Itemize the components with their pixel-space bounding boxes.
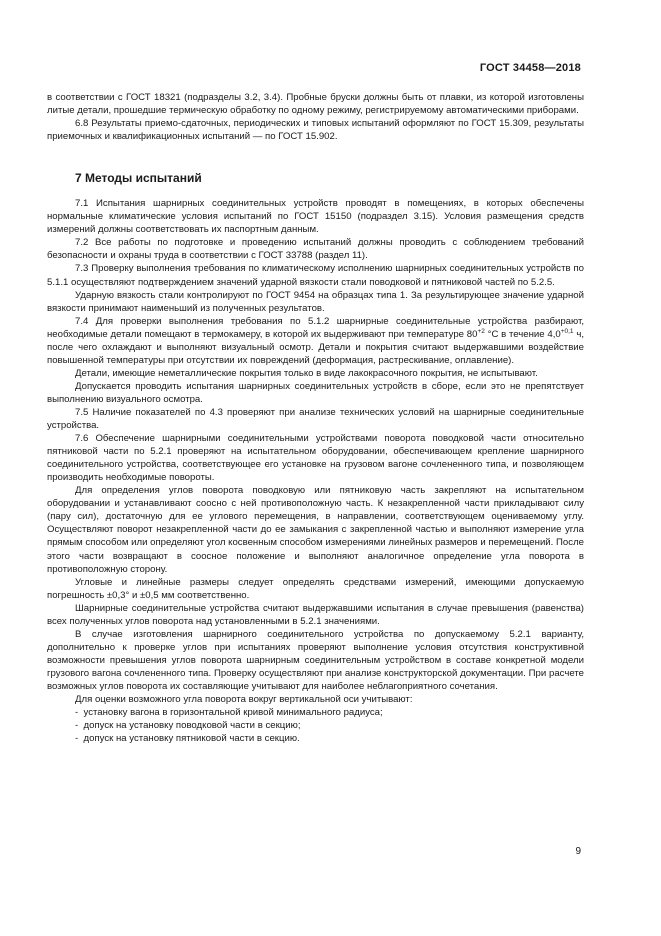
p74-text-after: ч, после чего охлаждают и выполняют визуальный осмотр. Детали и покрытия считают выдержавшими воздействие повышенной температуры при отсутствии их повреждений (деформация, растрескивание, оплавление). (47, 328, 584, 366)
p74-text-middle: °С в течение 4,0 (484, 328, 561, 340)
list-item: - допуск на установку пятниковой части в секцию. (75, 733, 300, 745)
document-header: ГОСТ 34458—2018 (479, 62, 581, 74)
paragraph-6-8: 6.8 Результаты приемо-сдаточных, периодических и типовых испытаний оформляют по ГОСТ 15.309, результаты приемочных и квалификационных испытаний — по ГОСТ 15.902. (47, 118, 584, 143)
paragraph-7-3: 7.3 Проверку выполнения требования по климатическому исполнению шарнирных соединительных устройств по 5.1.1 осуществляют подтверждением значений ударной вязкости стали поводковой и пятниковой частей по 5.2.5. (47, 263, 584, 288)
section-title: 7 Методы испытаний (75, 171, 202, 186)
page-number: 9 (575, 846, 581, 857)
list-item: - установку вагона в горизонтальной кривой минимального радиуса; (75, 707, 383, 719)
paragraph-variant-check: В случае изготовления шарнирного соединительного устройства по допускаемому 5.2.1 варианту, дополнительно к проверке углов при испытаниях проверяют выполнение условия отсутствия конструктивной возможности превышения углов поворота шарнирным соединительным устройством в составе конкретной модели грузового вагона сочлененного типа. Проверку осуществляют при анализе конструкторской документации. При расчете возможных углов поворота их составляющие учитывают для наиболее неблагоприятного сочетания. (47, 628, 584, 692)
paragraph-angle-determination: Для определения углов поворота поводковую или пятниковую часть закрепляют на испытательном оборудовании и устанавливают соосно с ней противоположную часть. К незакрепленной части прикладывают силу (пару сил), достаточную для ее углового перемещения, в направлении, соответствующем оцениваемому углу. Осуществляют поворот незакрепленной части до ее замыкания с закрепленной частью и выполняют измерение угла прямым способом или определяют угол косвенным способом измерениями линейных размеров и перемещений. После этого части возвращают в соосное положение и выполняют аналогичное определение угла поворота в противоположную сторону. (47, 485, 584, 575)
temperature-tolerance: +2 (477, 327, 485, 335)
paragraph-coatings: Детали, имеющие неметаллические покрытия только в виде лакокрасочного покрытия, не испытывают. (75, 367, 538, 379)
paragraph-assembly-tests: Допускается проводить испытания шарнирных соединительных устройств в сборе, если это не препятствует выполнению визуального осмотра. (47, 380, 584, 405)
paragraph-7-5: 7.5 Наличие показателей по 4.3 проверяют при анализе технических условий на шарнирные соединительные устройства. (47, 406, 584, 432)
paragraph-pass-criteria: Шарнирные соединительные устройства считают выдержавшими испытания в случае превышения (равенства) всех полученных углов поворота над установленными в 5.2.1 значениями. (47, 602, 584, 627)
paragraph-impact-strength: Ударную вязкость стали контролируют по ГОСТ 9454 на образцах типа 1. За результирующее значение ударной вязкости принимают наименьший из полученных результатов. (47, 289, 584, 314)
p74-text-before: 7.4 Для проверки выполнения требования по 5.1.2 шарнирные соединительные устройства разбирают, необходимые детали помещают в термокамеру, в которой их выдерживают при температуре 80 (47, 315, 584, 340)
paragraph-continuation: в соответствии с ГОСТ 18321 (подразделы 3.2, 3.4). Пробные бруски должны быть от плавки, из которой изготовлены литые детали, прошедшие термическую обработку по одному режиму, регистрируемому автоматическими приборами. (47, 92, 584, 117)
paragraph-7-6: 7.6 Обеспечение шарнирными соединительными устройствами поворота поводковой части относительно пятниковой части по 5.2.1 проверяют на испытательном оборудовании, обеспечивающем крепление шарнирного соединительного устройства, соответствующее его установке на грузовом вагоне сочлененного типа, и позволяющем производить необходимые повороты. (47, 433, 584, 484)
paragraph-7-2: 7.2 Все работы по подготовке и проведению испытаний должны проводить с соблюдением требований безопасности и охраны труда в соответствии с ГОСТ 33788 (раздел 11). (47, 237, 584, 262)
paragraph-list-intro: Для оценки возможного угла поворота вокруг вертикальной оси учитывают: (75, 694, 413, 706)
paragraph-7-4 (47, 315, 584, 367)
list-item: - допуск на установку поводковой части в секцию; (75, 720, 301, 732)
paragraph-7-1: 7.1 Испытания шарнирных соединительных устройств проводят в помещениях, в которых обеспечены нормальные климатические условия испытаний по ГОСТ 15150 (подраздел 3.15). Условия размещения средств измерений должны соответствовать их паспортным данным. (47, 198, 584, 236)
time-tolerance: +0,1 (560, 327, 574, 335)
paragraph-measurement-error: Угловые и линейные размеры следует определять средствами измерений, имеющими допускаемую погрешность ±0,3° и ±0,5 мм соответственно. (47, 576, 584, 601)
page-content (47, 91, 584, 745)
